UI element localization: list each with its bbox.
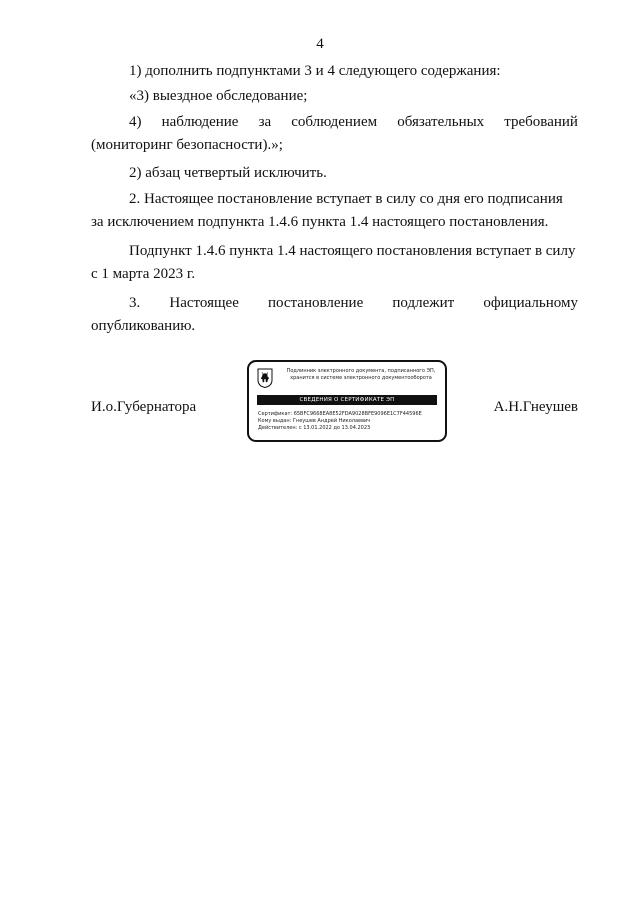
justified-line bbox=[91, 111, 578, 134]
word: официальному bbox=[483, 295, 578, 311]
paragraph-line: 2. Настоящее постановление вступает в силу со дня его подписания bbox=[129, 191, 563, 207]
paragraph-continuation: опубликованию. bbox=[91, 318, 196, 334]
paragraph-item-4 bbox=[91, 111, 578, 157]
paragraph-line: с 1 марта 2023 г. bbox=[91, 266, 196, 282]
paragraph-line: за исключением подпункта 1.4.6 пункта 1.4 настоящего постановления. bbox=[91, 214, 549, 230]
signer-title: И.о.Губернатора bbox=[91, 399, 197, 415]
stamp-banner: СВЕДЕНИЯ О СЕРТИФИКАТЕ ЭП bbox=[257, 395, 437, 405]
word: требований bbox=[504, 114, 578, 130]
certificate-owner: Кому выдан: Гнеушев Андрей Николаевич bbox=[258, 418, 371, 424]
word: постановление bbox=[268, 295, 364, 311]
stamp-header: Подлинник электронного документа, подписанного ЭП, хранится в системе электронного документооборота bbox=[286, 368, 436, 381]
page-number: 4 bbox=[316, 36, 324, 52]
paragraph-continuation: (мониторинг безопасности).»; bbox=[91, 137, 283, 153]
paragraph-item-3: «3) выездное обследование; bbox=[129, 88, 308, 104]
word: наблюдение bbox=[161, 114, 239, 130]
paragraph-publication bbox=[91, 292, 578, 338]
word: обязательных bbox=[397, 114, 485, 130]
paragraph-subitem-effective bbox=[91, 240, 578, 286]
paragraph-effective-date bbox=[91, 188, 578, 234]
justified-line bbox=[91, 292, 578, 315]
electronic-signature-stamp bbox=[247, 360, 447, 442]
word: 3. bbox=[129, 295, 141, 311]
paragraph-item-1: 1) дополнить подпунктами 3 и 4 следующего содержания: bbox=[129, 63, 501, 79]
word: подлежит bbox=[392, 295, 455, 311]
word: 4) bbox=[129, 114, 142, 130]
paragraph-line: Подпункт 1.4.6 пункта 1.4 настоящего постановления вступает в силу bbox=[129, 243, 576, 259]
signer-name: А.Н.Гнеушев bbox=[493, 399, 578, 415]
coat-of-arms-icon bbox=[257, 368, 273, 388]
word: за bbox=[258, 114, 272, 130]
certificate-validity: Действителен: с 13.01.2022 до 13.04.2023 bbox=[258, 425, 371, 431]
certificate-number: Сертификат: 65BFC9668EA8E52FDA9028BFE9096E1C7F44596E bbox=[258, 411, 422, 417]
word: Настоящее bbox=[169, 295, 239, 311]
word: соблюдением bbox=[291, 114, 378, 130]
paragraph-item-2: 2) абзац четвертый исключить. bbox=[129, 165, 327, 181]
